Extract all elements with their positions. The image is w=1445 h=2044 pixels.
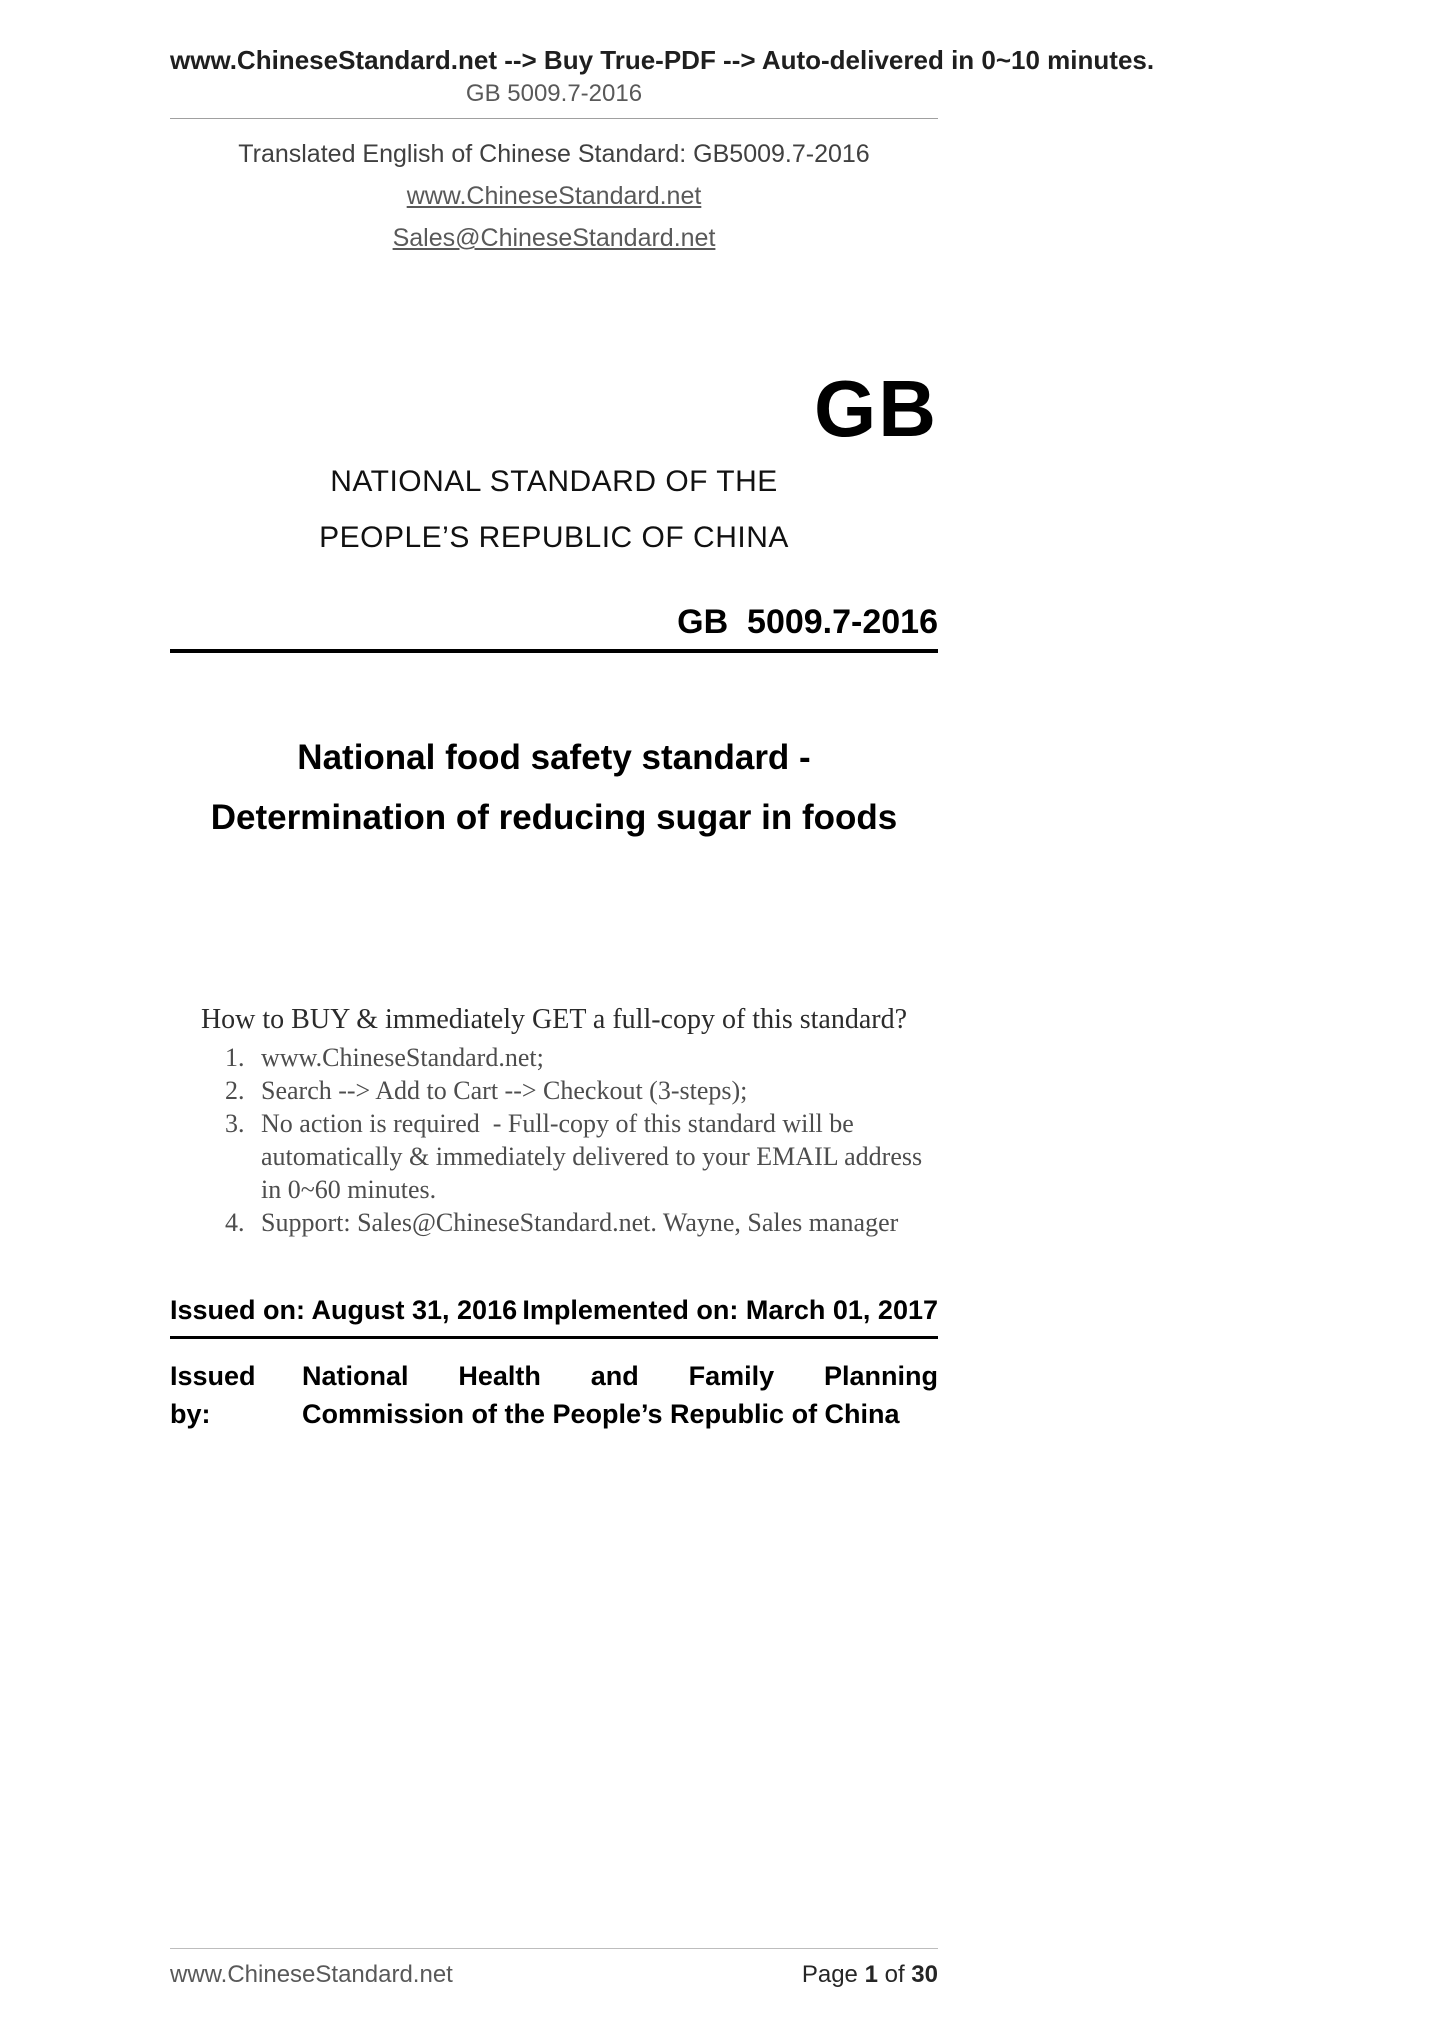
email-link[interactable]: Sales@ChineseStandard.net bbox=[392, 224, 716, 252]
standard-code-divider bbox=[170, 649, 938, 653]
step-text: www.ChineseStandard.net; bbox=[261, 1043, 544, 1072]
step-text: No action is required - Full-copy of this standard will be automatically & immediately delivered to your EMAIL address in 0~60 minutes. bbox=[261, 1109, 923, 1204]
issuer-name: National Health and Family Planning Commission of the People’s Republic of China bbox=[302, 1361, 938, 1429]
list-item bbox=[225, 1041, 938, 1074]
step-text: Search --> Add to Cart --> Checkout (3-steps); bbox=[261, 1076, 748, 1105]
email-link-row bbox=[170, 223, 938, 253]
footer-page-indicator bbox=[802, 1960, 938, 1990]
list-item bbox=[225, 1074, 938, 1107]
translated-standard-line: Translated English of Chinese Standard: GB5009.7-2016 bbox=[238, 140, 870, 168]
issued-date: Issued on: August 31, 2016 bbox=[170, 1295, 518, 1325]
dates-row bbox=[170, 1294, 938, 1326]
footer-website: www.ChineseStandard.net bbox=[170, 1961, 453, 1988]
how-to-buy-steps bbox=[225, 1041, 938, 1239]
how-to-buy-section bbox=[170, 1003, 938, 1239]
website-link[interactable]: www.ChineseStandard.net bbox=[406, 182, 702, 210]
list-item bbox=[225, 1206, 938, 1239]
national-standard-line2: PEOPLE’S REPUBLIC OF CHINA bbox=[319, 521, 789, 554]
page-footer bbox=[170, 1960, 938, 1990]
step-number: 3. bbox=[225, 1109, 245, 1138]
footer-divider bbox=[170, 1948, 938, 1949]
list-item bbox=[225, 1107, 938, 1206]
step-number: 4. bbox=[225, 1208, 245, 1237]
standard-code: GB 5009.7-2016 bbox=[677, 603, 938, 641]
website-link-row bbox=[170, 181, 938, 211]
issuer-label: Issued by: bbox=[170, 1361, 256, 1429]
header-tagline: www.ChineseStandard.net --> Buy True-PDF --> Auto-delivered in 0~10 minutes. bbox=[170, 45, 1155, 75]
dates-divider bbox=[170, 1336, 938, 1339]
how-to-buy-heading: How to BUY & immediately GET a full-copy of this standard? bbox=[200, 1004, 908, 1035]
page-content bbox=[170, 0, 1155, 1433]
footer-page-label: Page bbox=[801, 1961, 858, 1988]
gb-logo: GB bbox=[814, 364, 938, 453]
step-number: 2. bbox=[225, 1076, 245, 1105]
header-doc-code: GB 5009.7-2016 bbox=[465, 80, 643, 107]
footer-page-current: 1 bbox=[864, 1961, 878, 1988]
footer-page-total: 30 bbox=[911, 1961, 938, 1988]
step-number: 1. bbox=[225, 1043, 245, 1072]
national-standard-line1: NATIONAL STANDARD OF THE bbox=[330, 465, 778, 498]
footer-page-of: of bbox=[884, 1961, 905, 1988]
standard-title-line1: National food safety standard - bbox=[297, 738, 811, 777]
implemented-date: Implemented on: March 01, 2017 bbox=[522, 1295, 938, 1325]
standard-title-line2: Determination of reducing sugar in foods bbox=[210, 798, 898, 837]
step-text: Support: Sales@ChineseStandard.net. Wayne, Sales manager bbox=[261, 1208, 899, 1237]
issuer-row bbox=[170, 1357, 938, 1433]
header-divider bbox=[170, 118, 938, 119]
